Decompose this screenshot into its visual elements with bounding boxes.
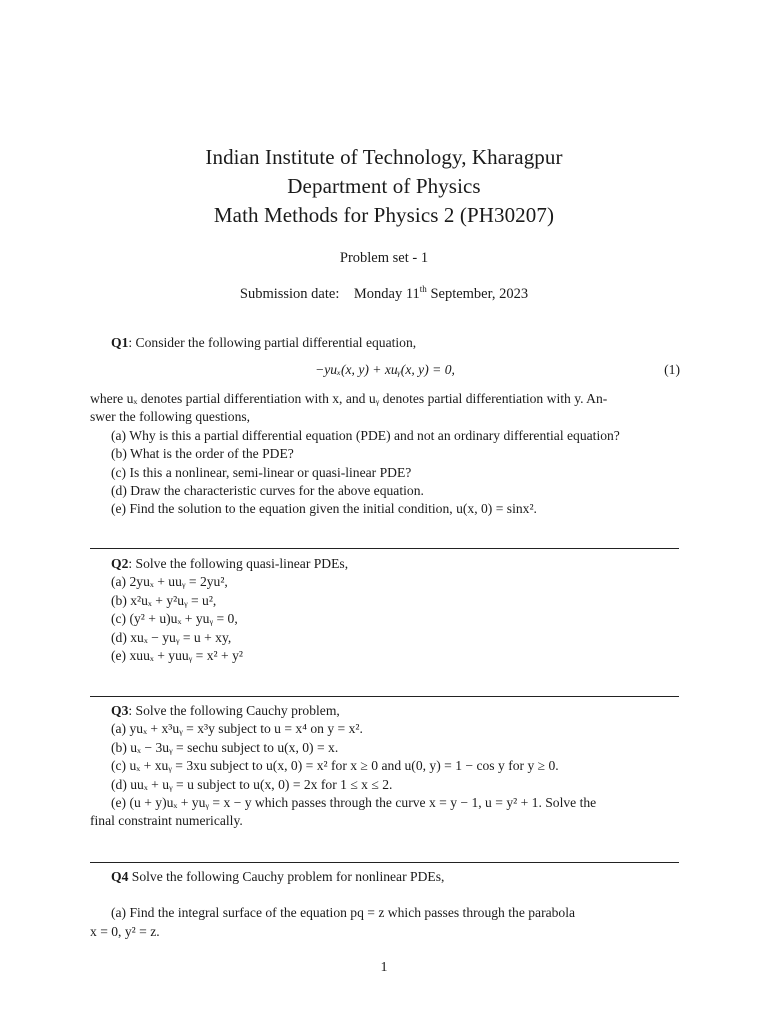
q3-intro: : Solve the following Cauchy problem, bbox=[128, 703, 340, 718]
section-divider bbox=[90, 862, 679, 863]
q3-item-a: (a) yuₓ + x³uᵧ = x³y subject to u = x⁴ on y = x². bbox=[111, 721, 363, 737]
q4-item-a-line1: (a) Find the integral surface of the equation pq = z which passes through the parabola bbox=[111, 905, 576, 921]
equation-number: (1) bbox=[664, 362, 680, 377]
section-divider bbox=[90, 548, 679, 549]
q2-item-e: (e) xuuₓ + yuuᵧ = x² + y² bbox=[111, 648, 243, 664]
problem-set-title: Problem set - 1 bbox=[339, 250, 429, 266]
q1-item-d: (d) Draw the characteristic curves for the above equation. bbox=[111, 483, 424, 499]
q2-item-b: (b) x²uₓ + y²uᵧ = u², bbox=[111, 592, 217, 608]
q4-item-a-line2: x = 0, y² = z. bbox=[90, 923, 160, 939]
q3-item-c: (c) uₓ + xuᵧ = 3xu subject to u(x, 0) = x² for x ≥ 0 and u(0, y) = 1 − cos y for y ≥ 0. bbox=[111, 758, 559, 774]
q3-block bbox=[90, 702, 680, 831]
q3-item-e: (e) (u + y)uₓ + yuᵧ = x − y which passes through the curve x = y − 1, u = y² + 1. Solve the bbox=[111, 795, 597, 811]
q2-intro: : Solve the following quasi-linear PDEs, bbox=[128, 556, 349, 571]
q2-item-a: (a) 2yuₓ + uuᵧ = 2yu², bbox=[111, 574, 228, 590]
course-title: Math Methods for Physics 2 (PH30207) bbox=[213, 203, 555, 227]
q1-description bbox=[90, 390, 680, 519]
q2-block bbox=[90, 555, 680, 665]
q1-desc-line1: where uₓ denotes partial differentiation with x, and uᵧ denotes partial differentiation with y. An- bbox=[90, 391, 608, 406]
q1-label: Q1 bbox=[111, 335, 129, 350]
q1-item-c: (c) Is this a nonlinear, semi-linear or quasi-linear PDE? bbox=[111, 464, 412, 480]
section-divider bbox=[90, 696, 679, 697]
q1-desc-line2: swer the following questions, bbox=[90, 409, 251, 425]
submission-date-suffix: September, 2023 bbox=[426, 285, 529, 302]
equation-1: −yuₓ(x, y) + xuᵧ(x, y) = 0, bbox=[315, 362, 455, 377]
q1-item-a: (a) Why is this a partial differential equation (PDE) and not an ordinary differential equation? bbox=[111, 427, 620, 443]
submission-label: Submission date: bbox=[239, 285, 340, 302]
submission-date-prefix: Monday 11 bbox=[353, 285, 420, 302]
q1-intro bbox=[90, 334, 680, 352]
q2-item-d: (d) xuₓ − yuᵧ = u + xy, bbox=[111, 629, 232, 645]
institute-name: Indian Institute of Technology, Kharagpur bbox=[205, 145, 563, 169]
q2-item-c: (c) (y² + u)uₓ + yuᵧ = 0, bbox=[111, 611, 238, 627]
document-header bbox=[0, 143, 768, 230]
q1-intro-text: : Consider the following partial differential equation, bbox=[128, 335, 417, 350]
q3-label: Q3 bbox=[111, 703, 129, 718]
submission-date bbox=[0, 284, 768, 303]
department-name: Department of Physics bbox=[287, 174, 481, 198]
submission-date-sup: th bbox=[419, 284, 427, 294]
q4-block bbox=[90, 868, 680, 941]
q4-intro: Solve the following Cauchy problem for nonlinear PDEs, bbox=[128, 869, 445, 884]
q2-label: Q2 bbox=[111, 556, 129, 571]
q3-item-b: (b) uₓ − 3uᵧ = sechu subject to u(x, 0) = x. bbox=[111, 739, 339, 755]
q4-label: Q4 bbox=[111, 869, 129, 884]
page-number: 1 bbox=[380, 960, 388, 975]
q1-item-e: (e) Find the solution to the equation given the initial condition, u(x, 0) = sinx². bbox=[111, 501, 537, 517]
q3-continuation: final constraint numerically. bbox=[90, 813, 243, 829]
q1-item-b: (b) What is the order of the PDE? bbox=[111, 446, 294, 462]
q3-item-d: (d) uuₓ + uᵧ = u subject to u(x, 0) = 2x for 1 ≤ x ≤ 2. bbox=[111, 776, 393, 792]
